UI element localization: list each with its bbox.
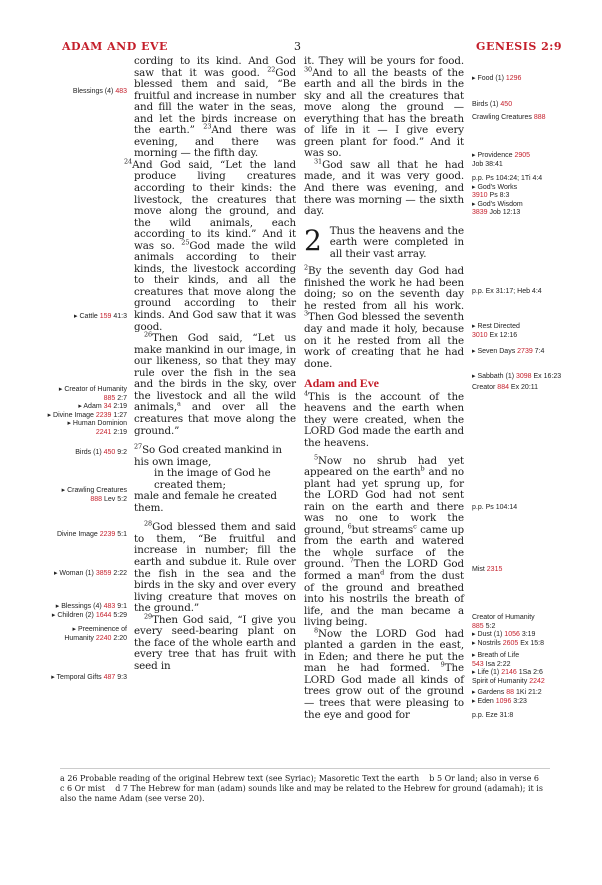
topic-text: ▸ Rest Directed <box>472 323 520 330</box>
topic-text: Mist <box>472 566 487 573</box>
margin-note <box>0 626 127 643</box>
topic-number: 450 <box>103 449 116 456</box>
margin-note <box>472 323 597 340</box>
topic-text: ▸ Children (2) <box>51 611 96 619</box>
topic-text: 5:1 <box>115 531 127 538</box>
topic-number: 888 <box>533 114 546 121</box>
topic-text: Divine Image <box>56 531 100 538</box>
topic-text: ▸ Sabbath (1) <box>472 373 516 380</box>
topic-text: 41:3 <box>111 313 127 320</box>
topic-text: 2:19 <box>111 403 127 410</box>
margin-note <box>0 313 127 322</box>
topic-text: Blessings (4) <box>72 88 116 95</box>
section-heading: Adam and Eve <box>304 376 379 391</box>
margin-note <box>472 712 597 721</box>
margin-note <box>472 614 597 648</box>
topic-text: ▸ Gardens <box>472 689 507 696</box>
topic-text: Isa 2:22 <box>483 660 511 668</box>
topic-number: 3010 <box>472 331 488 339</box>
topic-text: ▸ Life (1) <box>472 669 502 676</box>
topic-number: 2242 <box>529 677 545 685</box>
margin-note <box>472 75 597 84</box>
margin-note <box>472 652 597 686</box>
topic-text: ▸ Woman (1) <box>53 570 96 577</box>
topic-text: 1Sa 2:6 <box>516 669 543 676</box>
topic-text: 9:1 <box>115 603 127 610</box>
topic-number: 1296 <box>505 75 522 82</box>
topic-text: Creator <box>472 384 498 391</box>
topic-text: 5:2 <box>483 622 496 630</box>
topic-text: p.p. Eze 31:8 <box>472 712 514 719</box>
topic-text: Ex 16:23 <box>531 373 562 380</box>
margin-note <box>472 348 597 357</box>
topic-text: ▸ Crawling Creatures <box>61 487 127 494</box>
topic-text: Spirit of Humanity <box>472 677 530 685</box>
topic-number: 888 <box>90 495 103 503</box>
margin-note <box>472 689 597 706</box>
topic-text: p.p. Ps 104:14 <box>472 504 518 511</box>
topic-text: 9:3 <box>115 674 127 681</box>
topic-text: ▸ Dust (1) <box>472 631 505 638</box>
topic-text: ▸ Blessings (4) <box>55 603 104 610</box>
topic-number: 3910 <box>472 192 488 199</box>
topic-number: 2315 <box>486 566 503 573</box>
topic-text: Job 38:41 <box>472 160 503 168</box>
footnote-rule <box>60 768 550 769</box>
footnote-b: b 5 Or land; also in verse 6 <box>429 774 539 783</box>
topic-number: 885 <box>103 394 116 402</box>
margin-note <box>472 175 597 218</box>
topic-number: 3098 <box>515 373 532 380</box>
margin-note <box>472 566 597 575</box>
topic-text: 9:2 <box>115 449 127 456</box>
margin-note <box>472 288 597 297</box>
topic-text: Humanity <box>64 634 96 642</box>
topic-number: 483 <box>115 88 127 95</box>
topic-text: 2:19 <box>111 428 127 436</box>
topic-number: 450 <box>500 101 513 108</box>
footnote-c: c 6 Or mist <box>60 784 106 793</box>
topic-text: Ps 8:3 <box>487 192 510 199</box>
topic-number: 2739 <box>517 348 533 355</box>
margin-note <box>472 384 597 393</box>
topic-number: 1056 <box>504 631 520 638</box>
chapter-number: 2 <box>304 223 322 257</box>
topic-number: 543 <box>472 660 484 668</box>
margin-note <box>0 603 127 620</box>
topic-number: 2605 <box>502 639 519 647</box>
topic-number: 34 <box>103 403 112 410</box>
footnote-a: a 26 Probable reading of the original Hebrew text (see Syriac); Masoretic Text the earth <box>60 774 420 783</box>
topic-text: Crawling Creatures <box>472 114 534 121</box>
topic-text: Lev 5:2 <box>102 495 127 503</box>
topic-number: 159 <box>99 313 112 320</box>
topic-number: 1644 <box>95 611 112 619</box>
topic-text: ▸ Creator of Humanity <box>58 386 127 393</box>
topic-text: ▸ Divine Image <box>47 411 96 419</box>
topic-text: ▸ Eden <box>472 697 496 705</box>
topic-text: 2:22 <box>111 570 127 577</box>
topic-text: Job 12:13 <box>487 209 521 216</box>
topic-text: ▸ Temporal Gifts <box>51 674 104 681</box>
topic-number: 88 <box>506 689 515 696</box>
topic-number: 2241 <box>95 428 112 436</box>
topic-text: ▸ Preeminence of <box>72 626 127 633</box>
footnotes <box>60 774 560 804</box>
margin-note <box>472 101 597 110</box>
margin-note <box>472 114 597 123</box>
topic-text: Ex 20:11 <box>508 384 539 391</box>
topic-text: Creator of Humanity <box>472 614 535 621</box>
topic-number: 884 <box>497 384 509 391</box>
topic-text: Birds (1) <box>472 101 501 108</box>
margin-note <box>0 88 127 97</box>
margin-note <box>0 531 127 540</box>
margin-note <box>472 152 597 169</box>
margin-note <box>0 386 127 437</box>
topic-number: 2240 <box>95 634 112 642</box>
topic-number: 2146 <box>501 669 517 676</box>
topic-text: ▸ God's Wisdom <box>472 200 523 208</box>
margin-note <box>0 570 127 579</box>
topic-text: 5:29 <box>111 611 127 619</box>
topic-number: 2239 <box>95 411 112 419</box>
margin-note <box>0 449 127 458</box>
topic-text: 1:27 <box>111 411 127 419</box>
topic-number: 3839 <box>472 209 488 216</box>
topic-text: ▸ Adam <box>78 403 104 410</box>
topic-number: 885 <box>472 622 484 630</box>
topic-text: ▸ Providence <box>472 152 515 159</box>
text-column-left: cording to its kind. And God saw that it was good. $^{22}$God blessed them and said, “Be fruitful and increase in number and fill the water in the seas, and let the birds increase on the earth.” $^{23}$And there was evening, and there was morning — the fifth day. $^{24}$And God said, “Let the land produce living creatures according to their kinds: the livestock, the creatures that move along the ground, and the wild animals, each according to its kind.” And it was so. $^{25}$God made the wild animals according to their kinds, the livestock according to their kinds, and all the creatures that move along the ground according to their kinds. And God saw that it was good. $^{26}$Then God said, “Let us make mankind in our image, in our likeness, so that they may rule over the fish in the sea and the birds in the sky, over the livestock and all the wild animals,$^a$ and over all the creatures that move along the ground.” $^{27}$So God created mankind in his own image, in the image of God he created them; male and female he created them. $^{28}$God blessed them and said to them, “Be fruitful and increase in number; fill the earth and subdue it. Rule over the fish in the sea and the birds in the sky and over every living creature that moves on the ground.” $^{29}$Then God said, “I give you every seed-bearing plant on the face of the whole earth and every tree that has fruit with seed in <box>124 55 297 672</box>
topic-text: Ex 12:16 <box>487 331 518 339</box>
topic-text: ▸ Breath of Life <box>472 652 520 659</box>
topic-number: 483 <box>103 603 116 610</box>
text-column-right: it. They will be yours for food. $^{30}$And to all the beasts of the earth and all the birds in the sky and all the creatures that move along the ground — everything that has the breath of life in it — I give every green plant for food.” And it was so. $^{31}$God saw all that he had made, and it was very good. And there was evening, and there was morning — the sixth day. 2 Thus the heavens and the earth were completed in all their vast array. $^2$By the seventh day God had finished the work he had been doing; so on the seventh day he rested from all his work. $^3$Then God blessed the seventh day and made it holy, because on it he rested from all the work of creating that he had done. Adam and Eve $^4$This is the account of the heavens and the earth when they were created, when the LORD God made the earth and the heavens. $^5$Now no shrub had yet appeared on the earth$^b$ and no plant had yet sprung up, for the LORD God had not sent rain on the earth and there was no one to work the ground, $^6$but streams$^c$ came up from the earth and watered the whole surface of the ground. $^7$Then the LORD God formed a man$^d$ from the dust of the ground and breathed into his nostrils the breath of life, and the man became a living being. $^8$Now the LORD God had planted a garden in the east, in Eden; and there he put the man he had formed. $^9$The LORD God made all kinds of trees grow out of the ground — trees that were pleasing to the eye and good for <box>304 55 465 721</box>
running-head-right: GENESIS 2:9 <box>476 40 562 53</box>
margin-note <box>0 487 127 504</box>
topic-number: 3859 <box>95 570 112 577</box>
topic-number: 2905 <box>514 152 531 159</box>
topic-text: p.p. Ex 31:17; Heb 4:4 <box>472 288 542 295</box>
footnote-d: d 7 The Hebrew for man (adam) sounds like and may be related to the Hebrew for ground (adamah); it is also the name Adam (see verse 20). <box>60 784 543 803</box>
topic-text: 1Ki 21:2 <box>514 689 542 696</box>
topic-number: 2239 <box>99 531 116 538</box>
page-number: 3 <box>294 40 302 53</box>
topic-text: ▸ God's Works <box>472 183 518 191</box>
topic-number: 487 <box>103 674 116 681</box>
topic-text: 2:20 <box>111 634 127 642</box>
topic-text: 7:4 <box>532 348 545 355</box>
topic-text: ▸ Nostrils <box>472 639 503 647</box>
topic-text: 2:7 <box>115 394 127 402</box>
topic-number: 1096 <box>495 697 512 705</box>
running-head-left: ADAM AND EVE <box>62 40 168 53</box>
topic-text: 3:19 <box>519 631 536 638</box>
topic-text: 3:23 <box>511 697 527 705</box>
topic-text: Birds (1) <box>75 449 104 456</box>
margin-note <box>472 504 597 513</box>
topic-text: ▸ Seven Days <box>472 348 518 355</box>
margin-note <box>472 373 597 382</box>
topic-text: ▸ Food (1) <box>472 75 506 82</box>
margin-note <box>0 674 127 683</box>
topic-text: p.p. Ps 104:24; 1Ti 4:4 <box>472 175 543 182</box>
topic-text: ▸ Human Dominion <box>67 420 127 427</box>
topic-text: Ex 15:8 <box>518 639 545 647</box>
topic-text: ▸ Cattle <box>74 313 100 320</box>
